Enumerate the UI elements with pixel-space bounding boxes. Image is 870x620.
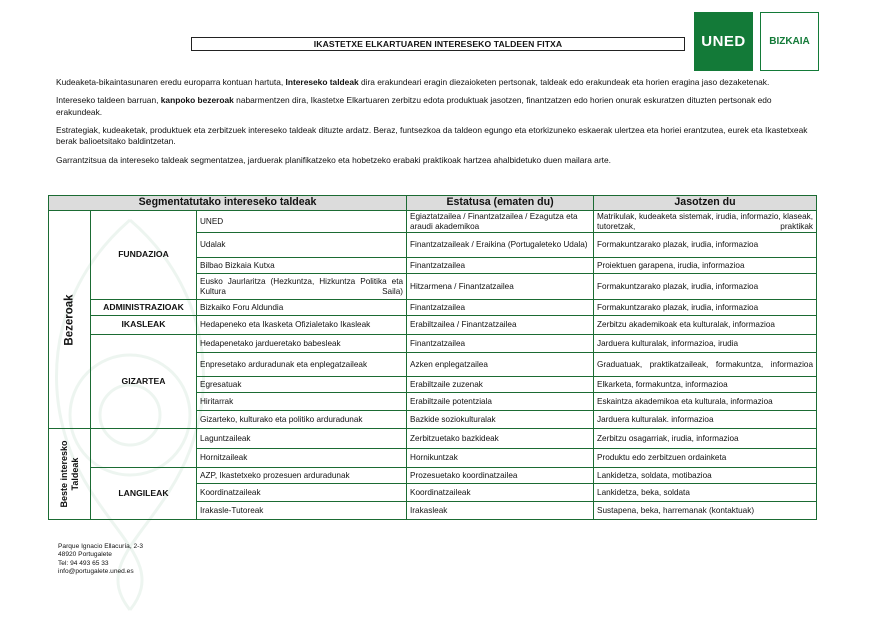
row-receives: Sustapena, beka, harremanak (kontaktuak) [594,502,817,520]
row-receives: Formakuntzarako plazak, irudia, informazioa [594,300,817,316]
stakeholder-table [48,195,817,520]
table-row [49,468,817,484]
row-name: Eusko Jaurlaritza (Hezkuntza, Hizkuntza Politika eta Kultura Saila) [197,274,407,300]
intro-paragraph-1: Kudeaketa-bikaintasunaren eredu europarra kontuan hartuta, Intereseko taldeak dira erakundeari eragin diezaioketen pertsonak, taldeak edo erakundeak eta horien eragina jaso dezaketenak. [56,77,770,87]
row-status: Bazkide soziokulturalak [407,411,594,429]
table-row [49,211,817,233]
row-name: Hedapeneko eta Ikasketa Ofizialetako Ikasleak [197,316,407,335]
row-name: Hedapenetako jardueretako babesleak [197,335,407,353]
table-row [49,316,817,335]
row-status: Prozesuetako koordinatzailea [407,468,594,484]
group-fundazioa: FUNDAZIOA [91,211,197,300]
row-name: Irakasle-Tutoreak [197,502,407,520]
footer-street: Parque Ignacio Ellacuría, 2-3 [58,543,144,550]
row-status: Hornikuntzak [407,449,594,468]
header-segment: Segmentatutako intereseko taldeak [49,196,407,211]
document-title: IKASTETXE ELKARTUAREN INTERESEKO TALDEEN FITXA [191,37,685,51]
intro-paragraph-2: Intereseko taldeen barruan, kanpoko bezeroak nabarmentzen dira, Ikastetxe Elkartuaren zerbitzu edota produktuak jasotzen, finantzatzen edo horien onurak eskuratzen dituzten pertsonak edo erakundeak. [56,95,772,117]
category-beste-interesko-taldeak: Beste interesko Taldeak [49,429,91,520]
row-status: Finantzatzailea [407,300,594,316]
row-receives: Lankidetza, soldata, motibazioa [594,468,817,484]
row-name: AZP, Ikastetxeko prozesuen arduradunak [197,468,407,484]
row-name: Hiritarrak [197,393,407,411]
category-bezeroak: Bezeroak [49,211,91,429]
group-gizartea: GIZARTEA [91,335,197,429]
row-status: Koordinatzaileak [407,484,594,502]
footer-phone: Tel: 94 493 65 33 [58,559,109,567]
table-row [49,300,817,316]
footer-address [58,543,143,577]
row-status: Erabiltzailea / Finantzatzailea [407,316,594,335]
bizkaia-logo: BIZKAIA [760,12,819,71]
row-status: Erabiltzaile potentziala [407,393,594,411]
group-langileak: LANGILEAK [91,468,197,520]
row-name: UNED [197,211,407,233]
group-empty [91,429,197,468]
row-receives: Elkarketa, formakuntza, informazioa [594,377,817,393]
group-ikasleak: IKASLEAK [91,316,197,335]
row-status: Finantzatzaileak / Eraikina (Portugaleteko Udala) [407,233,594,258]
row-status: Finantzatzailea [407,335,594,353]
intro-paragraph-4: Garrantzitsua da intereseko taldeak segmentatzea, jarduerak planifikatzeko eta hobetzeko erabaki praktikoak hartzea ahalbidetuko duen mailara arte. [56,155,611,166]
row-receives: Zerbitzu osagarriak, irudia, informazioa [594,429,817,449]
group-administrazioak: ADMINISTRAZIOAK [91,300,197,316]
row-name: Bilbao Bizkaia Kutxa [197,258,407,274]
row-receives: Formakuntzarako plazak, irudia, informazioa [594,274,817,300]
row-status: Zerbitzuetako bazkideak [407,429,594,449]
row-status: Finantzatzailea [407,258,594,274]
table-row [49,429,817,449]
row-status: Egiaztatzailea / Finantzatzailea / Ezagutza eta araudi akademikoa [407,211,594,233]
row-receives: Jarduera kulturalak, informazioa, irudia [594,335,817,353]
row-name: Udalak [197,233,407,258]
table-header-row [49,196,817,211]
row-status: Irakasleak [407,502,594,520]
uned-logo: UNED [694,12,753,71]
row-receives: Lankidetza, beka, soldata [594,484,817,502]
row-receives: Graduatuak, praktikatzaileak, formakuntza, informazioa [594,353,817,377]
row-name: Egresatuak [197,377,407,393]
footer-email: info@portugalete.uned.es [58,568,134,576]
row-status: Azken enplegatzailea [407,353,594,377]
header-receives: Jasotzen du [594,196,817,211]
row-receives: Proiektuen garapena, irudia, informazioa [594,258,817,274]
row-status: Hitzarmena / Finantzatzailea [407,274,594,300]
row-name: Laguntzaileak [197,429,407,449]
table-row [49,335,817,353]
row-receives: Zerbitzu akademikoak eta kulturalak, informazioa [594,316,817,335]
footer-city: 48920 Portugalete [58,551,112,559]
row-receives: Formakuntzarako plazak, irudia, informazioa [594,233,817,258]
row-receives: Produktu edo zerbitzuen ordainketa [594,449,817,468]
row-receives: Eskaintza akademikoa eta kulturala, informazioa [594,393,817,411]
row-name: Koordinatzaileak [197,484,407,502]
row-receives: Jarduera kulturalak. informazioa [594,411,817,429]
header-status: Estatusa (ematen du) [407,196,594,211]
intro-text [56,77,816,174]
row-name: Hornitzaileak [197,449,407,468]
row-name: Gizarteko, kulturako eta politiko arduradunak [197,411,407,429]
row-receives: Matrikulak, kudeaketa sistemak, irudia, informazio, klaseak, tutoretzak, praktikak [594,211,817,233]
row-name: Enpresetako arduradunak eta enplegatzaileak [197,353,407,377]
intro-paragraph-3: Estrategiak, kudeaketak, produktuek eta zerbitzuek intereseko taldeak dituzte ardatz. Beraz, funtsezkoa da taldeon egungo eta etorkizuneko eskaerak ulertzea eta horiei erantzutea, eurek eta Ikastetxeak berak balioetsitako baldintzetan. [56,124,808,147]
row-name: Bizkaiko Foru Aldundia [197,300,407,316]
row-status: Erabiltzaile zuzenak [407,377,594,393]
